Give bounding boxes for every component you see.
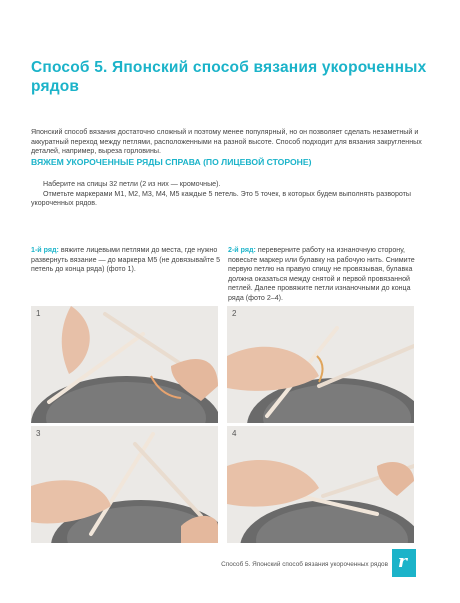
photo-number: 3 — [36, 429, 41, 438]
photo-4 — [227, 426, 414, 543]
row1-label: 1-й ряд: — [31, 246, 59, 254]
row2-instructions — [228, 246, 428, 304]
row1-text: вяжите лицевыми петлями до места, где нужно развернуть вязание — до маркера М5 (не довязывайте 5 петель до конца ряда) (фото 1). — [31, 246, 221, 274]
photo-3 — [31, 426, 218, 543]
photo-2 — [227, 306, 414, 423]
cast-on-text: Наберите на спицы 32 петли (2 из них — кромочные). — [43, 180, 221, 188]
logo-icon: r — [392, 549, 416, 577]
markers-text: Отметьте маркерами М1, М2, М3, М4, М5 каждые 5 петель. Это 5 точек, в которых будем выполнять развороты укороченных рядов. — [31, 189, 412, 208]
row2-label: 2-й ряд: — [228, 246, 256, 254]
intro-paragraph: Японский способ вязания достаточно сложный и поэтому менее популярный, но он позволяет сделать незаметный и аккуратный переход между петлями, расположенными на разной высоте. Способ подходит для вязания закругленных деталей, например, выреза горловины. — [31, 128, 422, 156]
photo-number: 1 — [36, 309, 41, 318]
instructions-paragraph — [31, 180, 429, 209]
row2-text: переверните работу на изнаночную сторону, повесьте маркер или булавку на рабочую нить. Снимите первую петлю на правую спицу не провязывая, булавка должна оказаться между снятой и первой провязанной петлей. Далее провяжите петли изнаночными до конца ряда (фото 2–4). — [228, 246, 415, 302]
photo-number: 2 — [232, 309, 237, 318]
section-heading: ВЯЖЕМ УКОРОЧЕННЫЕ РЯДЫ СПРАВА (ПО ЛИЦЕВОЙ СТОРОНЕ) — [31, 157, 312, 167]
row1-instructions — [31, 246, 221, 275]
photo-1 — [31, 306, 218, 423]
page-title: Способ 5. Японский способ вязания укороченных рядов — [31, 59, 427, 95]
page-footer: Способ 5. Японский способ вязания укороченных рядов — [221, 561, 388, 568]
photo-number: 4 — [232, 429, 237, 438]
